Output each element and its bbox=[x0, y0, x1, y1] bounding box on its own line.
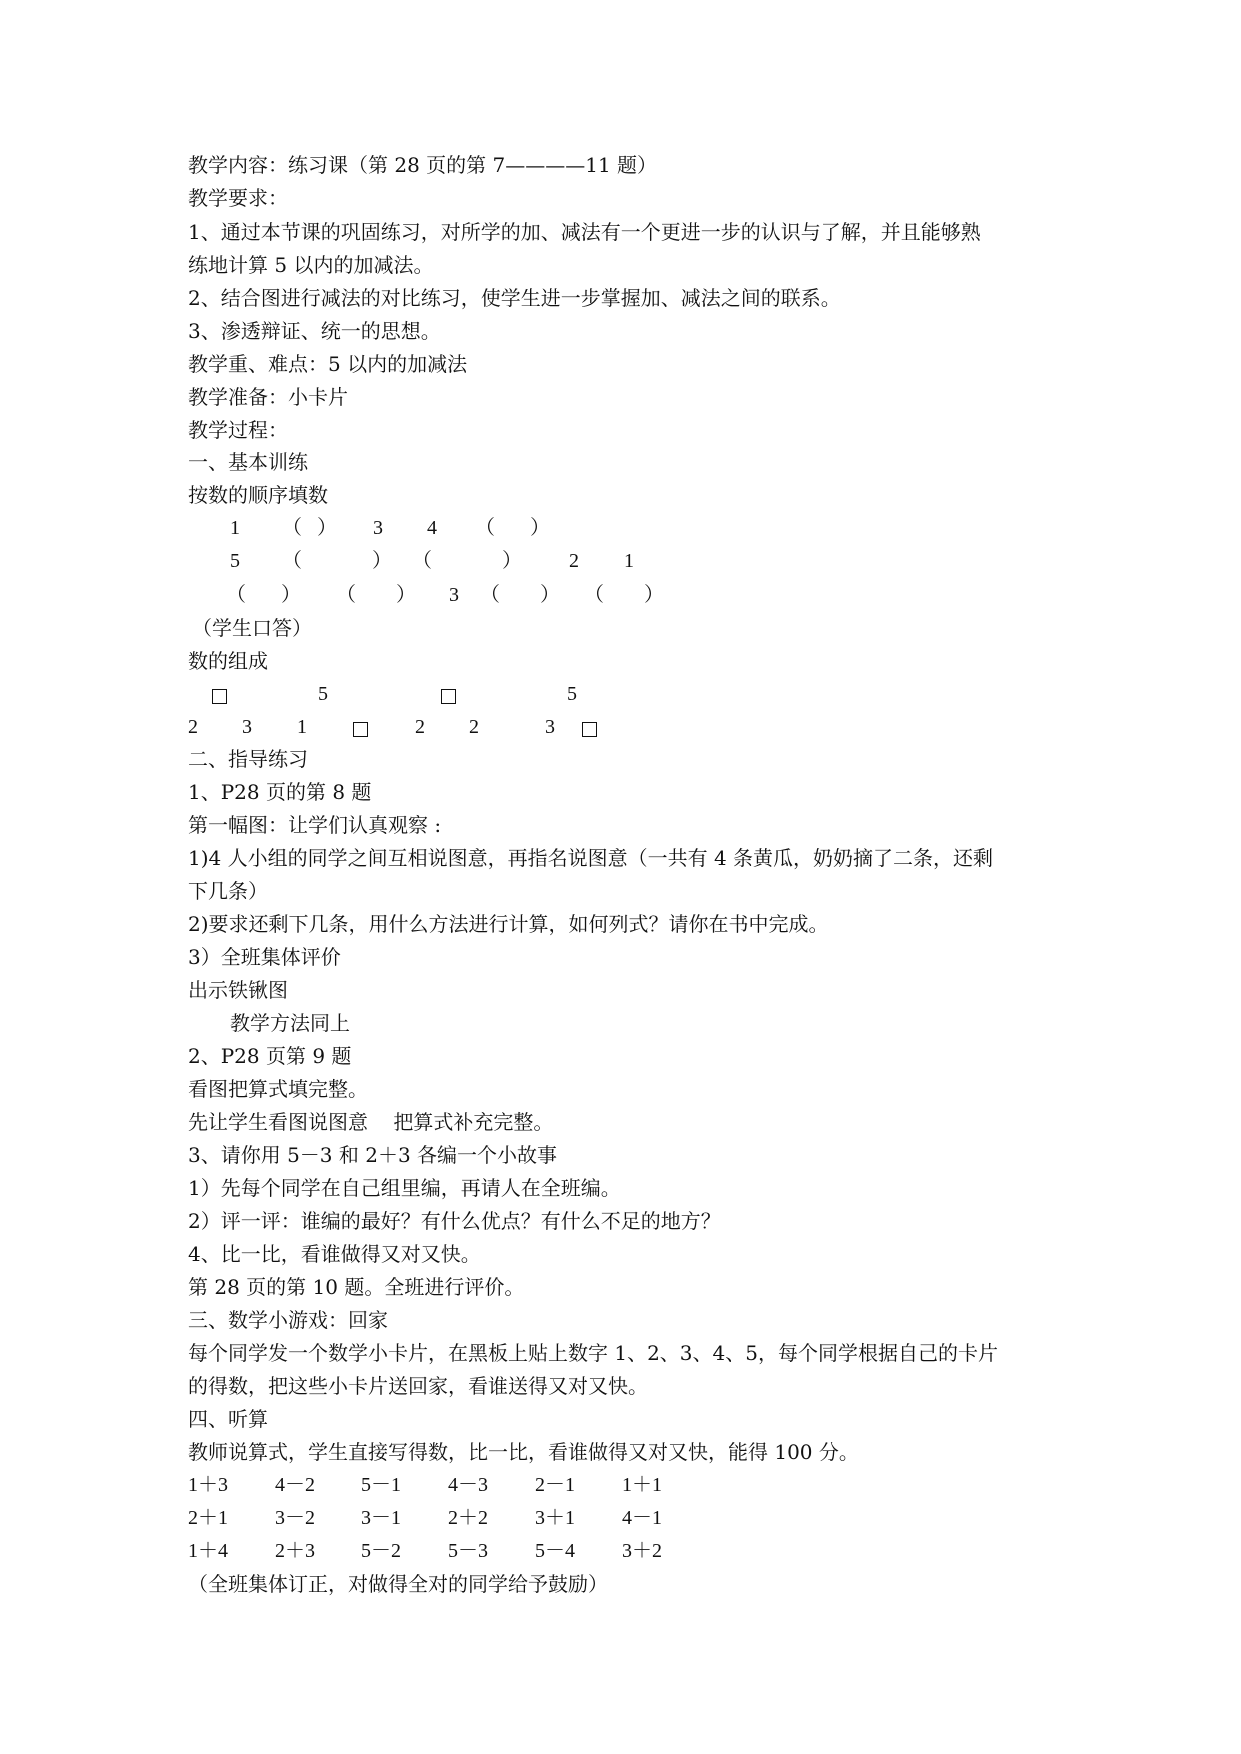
math-item: 4－3 bbox=[448, 1474, 488, 1496]
sequence-cell: 3 bbox=[373, 517, 383, 539]
story-step-1: 1）先每个同学在自己组里编，再请人在全班编。 bbox=[188, 1176, 621, 1200]
sequence-cell: （ ） bbox=[584, 584, 664, 606]
math-item: 2＋1 bbox=[188, 1507, 228, 1529]
sequence-cell: 1 bbox=[624, 550, 634, 572]
composition-title: 数的组成 bbox=[188, 649, 268, 673]
sequence-cell: 3 bbox=[449, 584, 459, 606]
math-item: 5－3 bbox=[448, 1540, 488, 1562]
shovel-picture-line: 出示铁锹图 bbox=[188, 978, 288, 1002]
composition-number: 2 bbox=[415, 716, 425, 738]
blank-box bbox=[353, 722, 368, 737]
math-item: 4－1 bbox=[622, 1507, 662, 1529]
closing-note: （全班集体订正，对做得全对的同学给予鼓励） bbox=[188, 1572, 608, 1596]
exercise-9-method: 先让学生看图说图意 把算式补充完整。 bbox=[188, 1110, 554, 1134]
exercise-8-title: 1、P28 页的第 8 题 bbox=[188, 780, 372, 804]
math-item: 1＋4 bbox=[188, 1540, 228, 1562]
sequence-cell: 2 bbox=[569, 550, 579, 572]
math-item: 4－2 bbox=[275, 1474, 315, 1496]
math-item: 2＋3 bbox=[275, 1540, 315, 1562]
requirement-2: 2、结合图进行减法的对比练习，使学生进一步掌握加、减法之间的联系。 bbox=[188, 286, 841, 310]
student-answer-note: （学生口答） bbox=[192, 616, 312, 640]
step-3: 3）全班集体评价 bbox=[188, 945, 341, 969]
composition-number: 3 bbox=[242, 716, 252, 738]
same-method-line: 教学方法同上 bbox=[230, 1011, 350, 1035]
blank-box bbox=[212, 689, 227, 704]
math-item: 3－2 bbox=[275, 1507, 315, 1529]
requirement-3: 3、渗透辩证、统一的思想。 bbox=[188, 319, 441, 343]
exercise-9-instruction: 看图把算式填完整。 bbox=[188, 1077, 368, 1101]
blank-box bbox=[582, 722, 597, 737]
section-1-heading: 一、基本训练 bbox=[188, 450, 308, 474]
fill-sequence-title: 按数的顺序填数 bbox=[188, 483, 328, 507]
step-1: 1)4 人小组的同学之间互相说图意，再指名说图意（一共有 4 条黄瓜，奶奶摘了二条，还剩 bbox=[188, 846, 994, 870]
preparation: 教学准备：小卡片 bbox=[188, 385, 348, 409]
exercise-10-line: 第 28 页的第 10 题。全班进行评价。 bbox=[188, 1275, 525, 1299]
content-line: 教学内容：练习课（第 28 页的第 7————11 题） bbox=[188, 153, 658, 177]
math-item: 1＋1 bbox=[622, 1474, 662, 1496]
composition-number: 2 bbox=[188, 716, 198, 738]
sequence-cell: （ ） bbox=[282, 517, 337, 539]
story-task: 3、请你用 5－3 和 2＋3 各编一个小故事 bbox=[188, 1143, 558, 1167]
math-item: 3＋1 bbox=[535, 1507, 575, 1529]
sequence-cell: 1 bbox=[230, 517, 240, 539]
mental-math-instruction: 教师说算式，学生直接写得数，比一比，看谁做得又对又快，能得 100 分。 bbox=[188, 1440, 859, 1464]
sequence-cell: （ ） bbox=[282, 550, 392, 572]
game-description: 每个同学发一个数学小卡片，在黑板上贴上数字 1、2、3、4、5，每个同学根据自己的卡片 bbox=[188, 1341, 998, 1365]
exercise-9-title: 2、P28 页第 9 题 bbox=[188, 1044, 352, 1068]
section-2-heading: 二、指导练习 bbox=[188, 747, 308, 771]
sequence-cell: （ ） bbox=[475, 517, 550, 539]
story-step-2: 2）评一评：谁编的最好？有什么优点？有什么不足的地方？ bbox=[188, 1209, 721, 1233]
composition-number: 1 bbox=[297, 716, 307, 738]
sequence-cell: （ ） bbox=[336, 584, 416, 606]
first-picture-line: 第一幅图：让学们认真观察 : bbox=[188, 813, 442, 837]
game-description-cont: 的得数，把这些小卡片送回家，看谁送得又对又快。 bbox=[188, 1374, 648, 1398]
math-item: 5－1 bbox=[361, 1474, 401, 1496]
section-3-heading: 三、数学小游戏：回家 bbox=[188, 1308, 388, 1332]
composition-number: 2 bbox=[469, 716, 479, 738]
process-heading: 教学过程： bbox=[188, 418, 288, 442]
blank-box bbox=[441, 689, 456, 704]
requirement-1: 1、通过本节课的巩固练习，对所学的加、减法有一个更进一步的认识与了解，并且能够熟 bbox=[188, 220, 981, 244]
math-item: 3－1 bbox=[361, 1507, 401, 1529]
step-1-cont: 下几条） bbox=[188, 879, 268, 903]
step-2: 2)要求还剩下几条，用什么方法进行计算，如何列式？请你在书中完成。 bbox=[188, 912, 829, 936]
math-item: 2－1 bbox=[535, 1474, 575, 1496]
section-4-heading: 四、听算 bbox=[188, 1407, 268, 1431]
race-task: 4、比一比，看谁做得又对又快。 bbox=[188, 1242, 481, 1266]
requirement-1-cont: 练地计算 5 以内的加减法。 bbox=[188, 253, 434, 277]
composition-number: 5 bbox=[318, 683, 328, 705]
composition-number: 3 bbox=[545, 716, 555, 738]
composition-number: 5 bbox=[567, 683, 577, 705]
math-item: 3＋2 bbox=[622, 1540, 662, 1562]
key-points: 教学重、难点：5 以内的加减法 bbox=[188, 352, 468, 376]
requirements-heading: 教学要求： bbox=[188, 186, 288, 210]
math-item: 5－4 bbox=[535, 1540, 575, 1562]
sequence-cell: （ ） bbox=[412, 550, 522, 572]
sequence-cell: 5 bbox=[230, 550, 240, 572]
sequence-cell: 4 bbox=[427, 517, 437, 539]
sequence-cell: （ ） bbox=[480, 584, 560, 606]
math-item: 2＋2 bbox=[448, 1507, 488, 1529]
math-item: 1＋3 bbox=[188, 1474, 228, 1496]
sequence-cell: （ ） bbox=[226, 584, 301, 606]
math-item: 5－2 bbox=[361, 1540, 401, 1562]
